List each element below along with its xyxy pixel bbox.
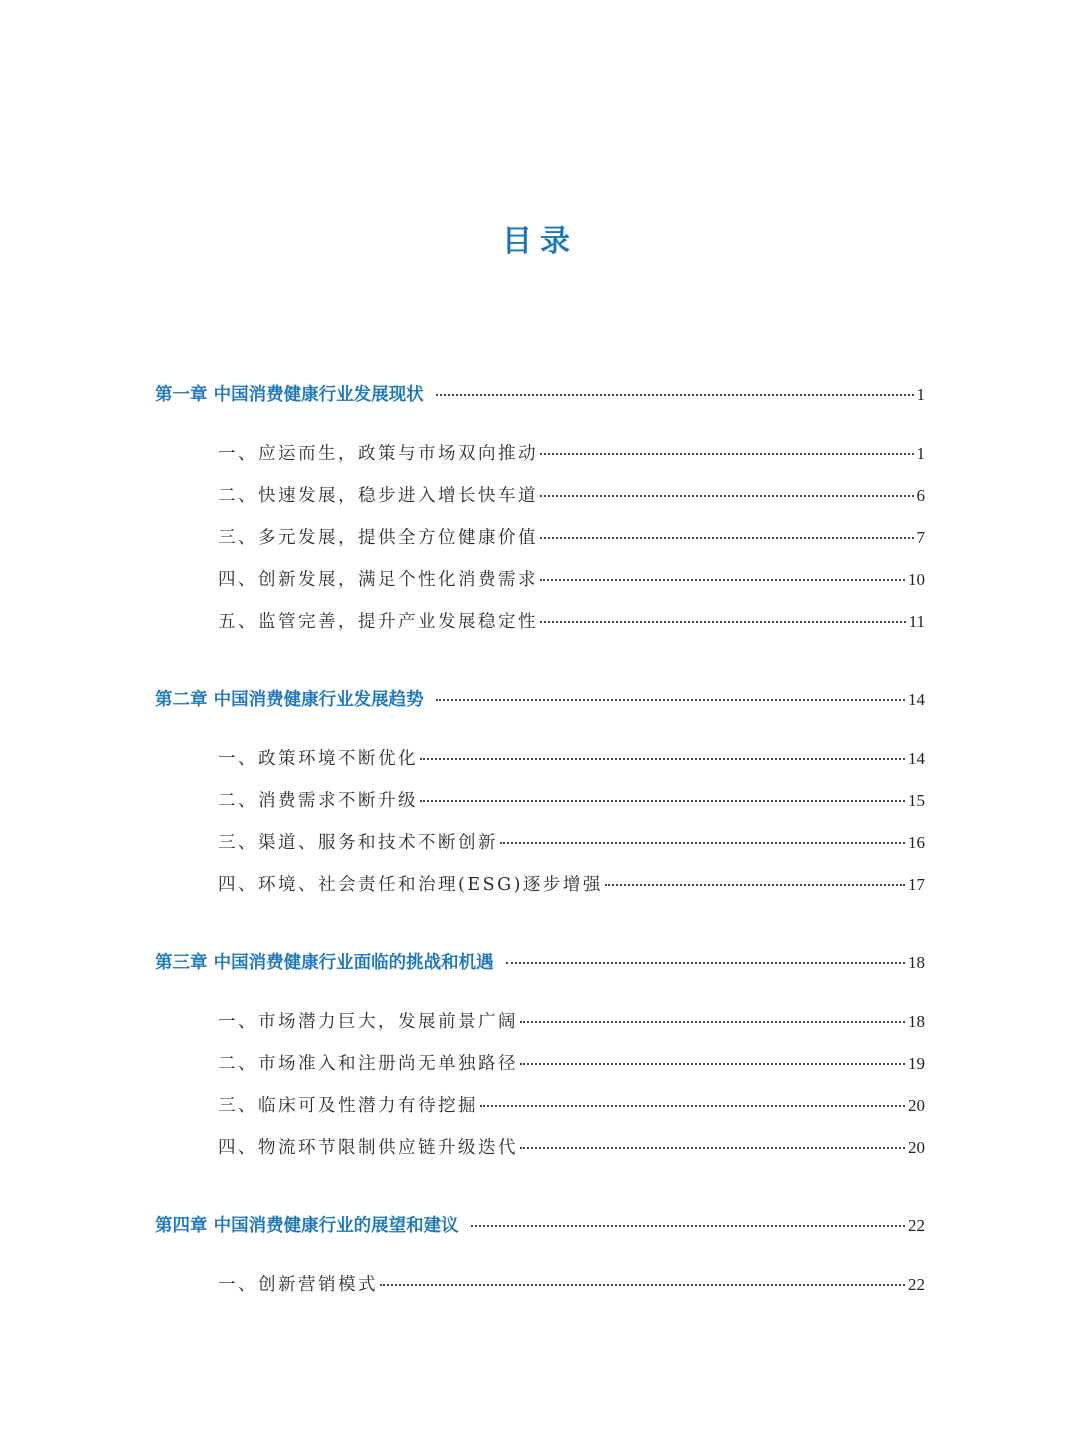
section-title: 一、市场潜力巨大，发展前景广阔: [218, 1012, 518, 1032]
page-number: 1: [916, 444, 925, 463]
dot-leader: [471, 1225, 905, 1227]
toc-section-entry[interactable]: [218, 786, 925, 816]
toc-section-entry[interactable]: [218, 1049, 925, 1079]
dot-leader: [540, 579, 905, 581]
toc-chapter-entry[interactable]: [155, 1211, 925, 1241]
page-number: 14: [908, 749, 925, 768]
page-title: 目录: [502, 224, 578, 259]
section-title: 五、监管完善，提升产业发展稳定性: [218, 612, 538, 632]
toc-section-entry[interactable]: [218, 439, 925, 469]
section-title: 四、环境、社会责任和治理(ESG)逐步增强: [218, 875, 603, 895]
dot-leader: [500, 842, 905, 844]
page-number: 17: [908, 875, 925, 894]
dot-leader: [520, 1063, 905, 1065]
toc-section-entry[interactable]: [218, 607, 925, 637]
dot-leader: [506, 962, 905, 964]
dot-leader: [520, 1021, 905, 1023]
toc-section-entry[interactable]: [218, 565, 925, 595]
section-title: 一、应运而生，政策与市场双向推动: [218, 444, 538, 464]
dot-leader: [540, 453, 914, 455]
section-title: 一、政策环境不断优化: [218, 749, 418, 769]
dot-leader: [436, 394, 914, 396]
chapter-title: 第一章 中国消费健康行业发展现状: [155, 385, 424, 405]
page-number: 1: [916, 385, 925, 404]
dot-leader: [520, 1147, 905, 1149]
page-number: 15: [908, 791, 925, 810]
dot-leader: [436, 699, 905, 701]
toc-section-entry[interactable]: [218, 870, 925, 900]
toc-chapter-entry[interactable]: [155, 685, 925, 715]
page-number: 18: [908, 953, 925, 972]
toc-section-entry[interactable]: [218, 481, 925, 511]
dot-leader: [540, 495, 914, 497]
toc-section-entry[interactable]: [218, 1091, 925, 1121]
page-number: 14: [908, 690, 925, 709]
dot-leader: [540, 621, 906, 623]
page-number: 7: [916, 528, 925, 547]
section-title: 三、临床可及性潜力有待挖掘: [218, 1096, 478, 1116]
page-number: 16: [908, 833, 925, 852]
page-number: 22: [908, 1216, 925, 1235]
section-title: 三、多元发展，提供全方位健康价值: [218, 528, 538, 548]
section-title: 四、物流环节限制供应链升级迭代: [218, 1138, 518, 1158]
page-number: 6: [916, 486, 925, 505]
section-title: 二、快速发展，稳步进入增长快车道: [218, 486, 538, 506]
page-number: 18: [908, 1012, 925, 1031]
section-title: 四、创新发展，满足个性化消费需求: [218, 570, 538, 590]
toc-chapter-entry[interactable]: [155, 948, 925, 978]
chapter-title: 第三章 中国消费健康行业面临的挑战和机遇: [155, 953, 494, 973]
page-number: 22: [908, 1275, 925, 1294]
section-title: 三、渠道、服务和技术不断创新: [218, 833, 498, 853]
page-number: 19: [908, 1054, 925, 1073]
toc-section-entry[interactable]: [218, 1007, 925, 1037]
section-title: 二、消费需求不断升级: [218, 791, 418, 811]
dot-leader: [380, 1284, 905, 1286]
dot-leader: [420, 800, 905, 802]
dot-leader: [420, 758, 905, 760]
section-title: 一、创新营销模式: [218, 1275, 378, 1295]
chapter-title: 第二章 中国消费健康行业发展趋势: [155, 690, 424, 710]
toc-section-entry[interactable]: [218, 523, 925, 553]
toc-section-entry[interactable]: [218, 744, 925, 774]
page-number: 10: [908, 570, 925, 589]
page-number: 11: [908, 612, 925, 631]
section-title: 二、市场准入和注册尚无单独路径: [218, 1054, 518, 1074]
chapter-title: 第四章 中国消费健康行业的展望和建议: [155, 1216, 459, 1236]
toc-section-entry[interactable]: [218, 1133, 925, 1163]
dot-leader: [480, 1105, 905, 1107]
toc-chapter-entry[interactable]: [155, 380, 925, 410]
page-number: 20: [908, 1138, 925, 1157]
dot-leader: [540, 537, 914, 539]
toc-section-entry[interactable]: [218, 1270, 925, 1300]
page-number: 20: [908, 1096, 925, 1115]
dot-leader: [605, 884, 905, 886]
toc-section-entry[interactable]: [218, 828, 925, 858]
